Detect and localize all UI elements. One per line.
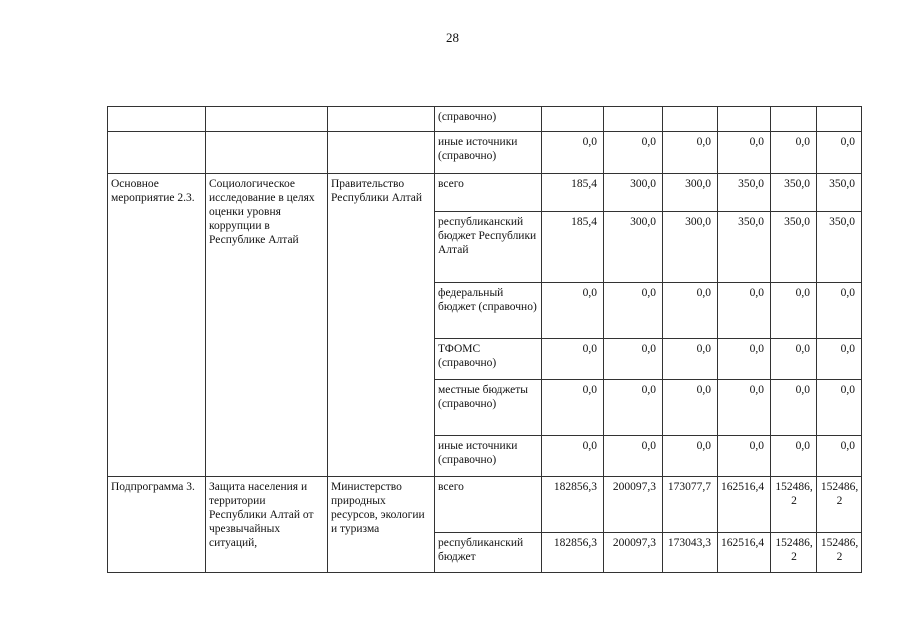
value-cell: 300,0 bbox=[604, 174, 663, 212]
source-cell: республиканский бюджет bbox=[435, 533, 542, 573]
value-cell: 0,0 bbox=[663, 283, 718, 339]
subprogram-name: Подпрограмма 3. bbox=[108, 477, 206, 573]
value-cell: 300,0 bbox=[604, 212, 663, 283]
value-cell: 200097,3 bbox=[604, 477, 663, 533]
value-cell: 152486,2 bbox=[817, 533, 862, 573]
source-cell: всего bbox=[435, 174, 542, 212]
value-cell: 0,0 bbox=[771, 132, 817, 174]
value-cell: 0,0 bbox=[771, 283, 817, 339]
value-cell: 0,0 bbox=[604, 339, 663, 380]
source-cell: (справочно) bbox=[435, 107, 542, 132]
value-cell: 300,0 bbox=[663, 174, 718, 212]
value-cell: 0,0 bbox=[718, 436, 771, 477]
value-cell: 185,4 bbox=[542, 174, 604, 212]
measure-name: Основное мероприятие 2.3. bbox=[108, 174, 206, 477]
value-cell: 0,0 bbox=[817, 380, 862, 436]
value-cell: 0,0 bbox=[718, 283, 771, 339]
value-cell: 350,0 bbox=[817, 212, 862, 283]
value-cell: 0,0 bbox=[663, 380, 718, 436]
value-cell: 162516,4 bbox=[718, 477, 771, 533]
table-row bbox=[108, 477, 862, 533]
value-cell: 152486,2 bbox=[817, 477, 862, 533]
value-cell: 0,0 bbox=[817, 283, 862, 339]
value-cell: 200097,3 bbox=[604, 533, 663, 573]
value-cell: 0,0 bbox=[542, 283, 604, 339]
value-cell: 0,0 bbox=[663, 339, 718, 380]
value-cell: 0,0 bbox=[604, 283, 663, 339]
value-cell: 0,0 bbox=[771, 339, 817, 380]
page-number: 28 bbox=[446, 30, 459, 45]
value-cell: 162516,4 bbox=[718, 533, 771, 573]
table-row bbox=[108, 174, 862, 212]
source-cell: иные источники (справочно) bbox=[435, 132, 542, 174]
source-cell: ТФОМС (справочно) bbox=[435, 339, 542, 380]
source-cell: республиканский бюджет Республики Алтай bbox=[435, 212, 542, 283]
value-cell: 0,0 bbox=[542, 436, 604, 477]
value-cell: 350,0 bbox=[771, 212, 817, 283]
value-cell: 0,0 bbox=[771, 436, 817, 477]
measure-title: Социологическое исследование в целях оценки уровня коррупции в Республике Алтай bbox=[206, 174, 328, 477]
value-cell: 0,0 bbox=[542, 380, 604, 436]
measure-executor: Правительство Республики Алтай bbox=[328, 174, 435, 477]
source-cell: иные источники (справочно) bbox=[435, 436, 542, 477]
value-cell: 300,0 bbox=[663, 212, 718, 283]
source-cell: всего bbox=[435, 477, 542, 533]
value-cell: 350,0 bbox=[771, 174, 817, 212]
value-cell: 0,0 bbox=[663, 436, 718, 477]
value-cell: 182856,3 bbox=[542, 533, 604, 573]
value-cell: 0,0 bbox=[718, 132, 771, 174]
value-cell: 182856,3 bbox=[542, 477, 604, 533]
value-cell: 152486,2 bbox=[771, 477, 817, 533]
value-cell: 173077,7 bbox=[663, 477, 718, 533]
value-cell: 0,0 bbox=[663, 132, 718, 174]
value-cell: 350,0 bbox=[718, 212, 771, 283]
value-cell: 152486,2 bbox=[771, 533, 817, 573]
subprogram-executor: Министерство природных ресурсов, экологии и туризма bbox=[328, 477, 435, 573]
value-cell: 0,0 bbox=[542, 339, 604, 380]
source-cell: федеральный бюджет (справочно) bbox=[435, 283, 542, 339]
value-cell: 0,0 bbox=[771, 380, 817, 436]
value-cell: 0,0 bbox=[718, 339, 771, 380]
value-cell: 0,0 bbox=[604, 380, 663, 436]
table-row bbox=[108, 107, 862, 132]
value-cell: 0,0 bbox=[604, 436, 663, 477]
source-cell: местные бюджеты (справочно) bbox=[435, 380, 542, 436]
value-cell: 0,0 bbox=[718, 380, 771, 436]
value-cell: 0,0 bbox=[604, 132, 663, 174]
funding-table bbox=[107, 106, 862, 573]
value-cell: 0,0 bbox=[542, 132, 604, 174]
table-row bbox=[108, 132, 862, 174]
value-cell: 173043,3 bbox=[663, 533, 718, 573]
value-cell: 350,0 bbox=[718, 174, 771, 212]
value-cell: 0,0 bbox=[817, 436, 862, 477]
value-cell: 350,0 bbox=[817, 174, 862, 212]
value-cell: 0,0 bbox=[817, 132, 862, 174]
value-cell: 185,4 bbox=[542, 212, 604, 283]
subprogram-title: Защита населения и территории Республики Алтай от чрезвычайных ситуаций, bbox=[206, 477, 328, 573]
value-cell: 0,0 bbox=[817, 339, 862, 380]
